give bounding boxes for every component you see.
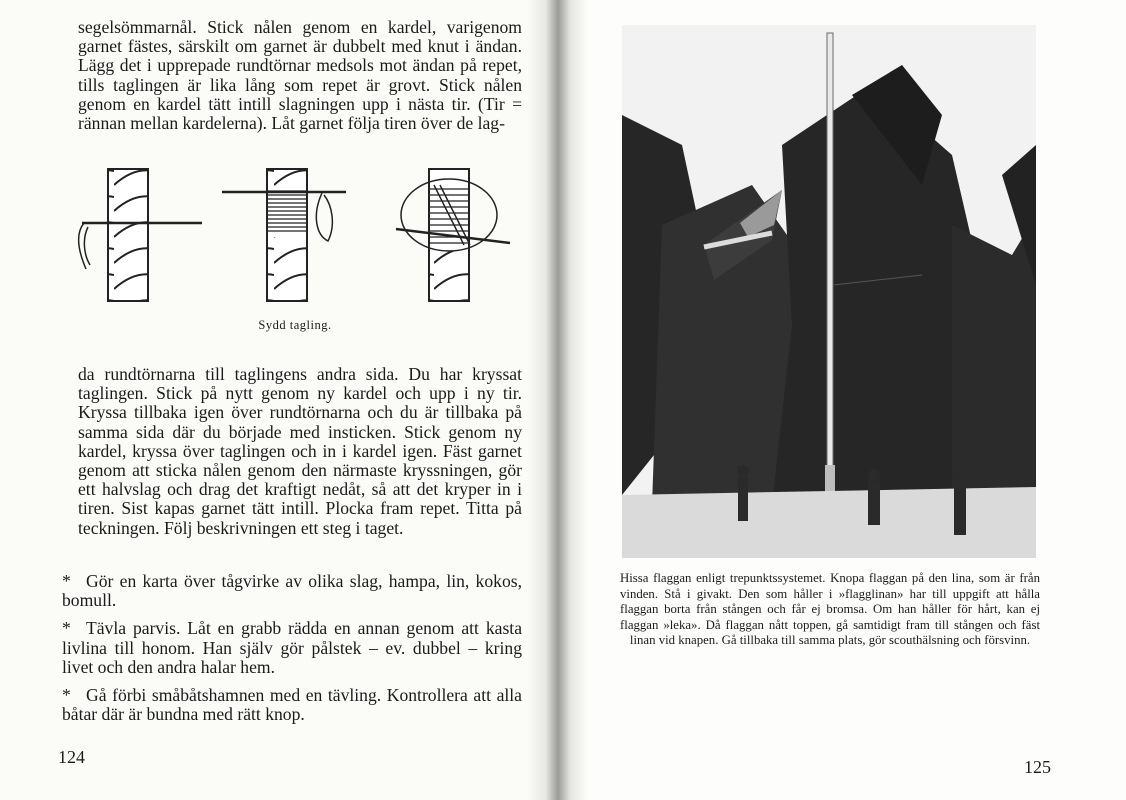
left-paragraph-top — [78, 18, 522, 133]
flagpole — [827, 33, 833, 513]
exercise-text: Gör en karta över tågvirke av olika slag, hampa, lin, kokos, bomull. — [62, 571, 522, 611]
grass-ground — [622, 487, 1036, 558]
caption-text: Hissa flaggan enligt trepunktssystemet. Knopa flaggan på den lina, som är från vinden. Stå i givakt. Den som håller i »flagglinan» har till uppgift att hålla flaggan borta från stången och får ej bromsa. Om han håller för hårt, kan ej flaggan »leka». Då flaggan nått toppen, gå samtidigt fram till stången och fäst linan vid knapen. Gå tillbaka till samma plats, gör scouthälsning och försvinn. — [620, 571, 1040, 647]
exercise-item — [62, 686, 522, 724]
page-number-right: 125 — [1024, 757, 1051, 777]
asterisk-marker: * — [62, 571, 71, 591]
paragraph-text: segelsömmarnål. Stick nålen genom en kardel, varigenom garnet fästes, särskilt om garnet är dubbelt med knut i ändan. Lägg det i upprepade rundtörnar medsols mot ändan på repet, tills taglingen är lika lång som repet är grovt. Stick nålen genom en kardel tätt intill slagningen upp i nästa tir. (Tir = rännan mellan kardelerna). Låt garnet följa tiren över de lag- — [78, 17, 522, 134]
flagpole-scene — [622, 25, 1036, 558]
rope-step-1 — [79, 169, 202, 301]
exercise-item — [62, 619, 522, 677]
rope-whipping-illustration — [74, 165, 516, 305]
exercise-text: Tävla parvis. Låt en grabb rädda en annan genom att kasta livlina till honom. Han själv gör pålstek – ev. dubbel – kring livet och den andra halar hem. — [62, 618, 522, 677]
asterisk-marker: * — [62, 685, 71, 706]
photo-caption — [620, 571, 1040, 649]
exercise-text: Gå förbi småbåtshamnen med en tävling. Kontrollera att alla båtar där är bundna med rätt knop. — [62, 685, 522, 725]
book-gutter — [528, 0, 588, 800]
paragraph-text: da rundtörnarna till taglingens andra sida. Du har kryssat taglingen. Stick på nytt genom ny kardel och upp i ny tir. Kryssa tillbaka igen över rundtörnarna och du är tillbaka på samma sida där du började med insticken. Stick genom ny kardel, kryssa över taglingen och in i kardel igen. Fäst garnet genom att sticka nålen genom den närmaste kryssningen, gör ett halvslag och drag det kraftigt nedåt, så att det kryper in i tiren. Sist kapas garnet tätt intill. Plocka fram repet. Titta på teckningen. Följ beskrivningen ett steg i taget. — [78, 364, 522, 538]
figure-caption: Sydd tagling. — [258, 318, 332, 332]
rope-step-2 — [222, 169, 346, 301]
left-paragraph-mid — [78, 365, 522, 538]
rope-whipping-drawing — [74, 165, 516, 305]
flag-hoisting-photo — [622, 25, 1036, 558]
page-number-left: 124 — [58, 747, 85, 767]
rope-step-3 — [396, 169, 510, 301]
exercise-item — [62, 572, 522, 610]
asterisk-marker: * — [62, 618, 71, 639]
exercise-list — [62, 572, 522, 733]
